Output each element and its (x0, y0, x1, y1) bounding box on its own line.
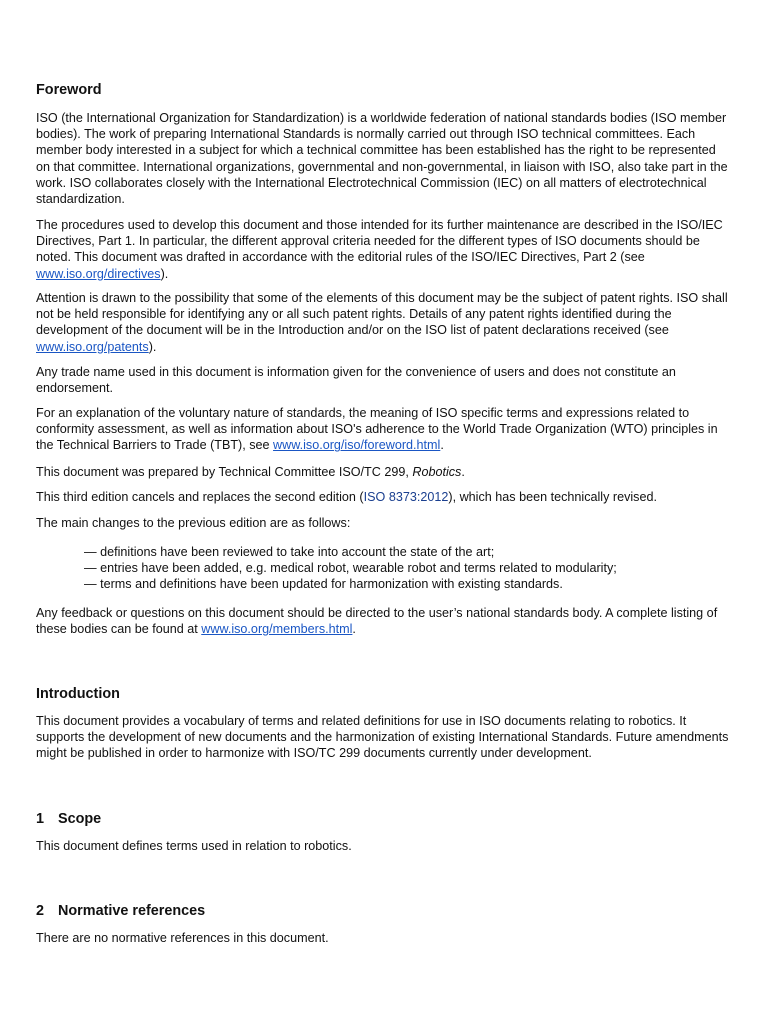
previous-edition-reference[interactable]: ISO 8373:2012 (363, 490, 449, 504)
committee-title: Robotics (412, 465, 462, 479)
scope-paragraph: This document defines terms used in relation to robotics. (36, 839, 352, 853)
introduction-heading: Introduction (36, 686, 120, 702)
foreword-paragraph-8: The main changes to the previous edition are as follows: (36, 516, 351, 530)
foreword-paragraph-9-end: . (352, 622, 356, 637)
foreword-paragraph-5-text: For an explanation of the voluntary nature of standards, the meaning of ISO specific terms and expressions related to conformity assessment, as well as information about ISO's adherence to the World Trade Organization (WTO) principles in the Technical Barriers to Trade (TBT), see (36, 406, 718, 453)
foreword-paragraph-6-end: . (461, 465, 465, 479)
scope-number: 1 (36, 811, 45, 827)
foreword-paragraph-7 (36, 489, 732, 505)
list-item: — definitions have been reviewed to take into account the state of the art; (84, 544, 732, 560)
foreword-paragraph-2-end: ). (160, 266, 169, 281)
foreword-paragraph-5-end: . (440, 438, 444, 453)
changes-list (84, 544, 732, 593)
foreword-paragraph-5 (36, 405, 732, 454)
directives-link[interactable]: www.iso.org/directives (36, 266, 161, 281)
foreword-paragraph-1: ISO (the International Organization for Standardization) is a worldwide federation of national standards bodies (ISO member bodies). The work of preparing International Standards is normally carried out through ISO technical committees. Each member body interested in a subject for which a technical committee has been established has the right to be represented on that committee. International organizations, governmental and non-governmental, in liaison with ISO, also take part in the work. ISO collaborates closely with the International Electrotechnical Commission (IEC) on all matters of electrotechnical standardization. (36, 111, 728, 207)
foreword-paragraph-9-text: Any feedback or questions on this document should be directed to the user’s national standards body. A complete listing of these bodies can be found at (36, 606, 718, 637)
foreword-paragraph-3-text: Attention is drawn to the possibility that some of the elements of this document may be the subject of patent rights. ISO shall not be held responsible for identifying any or all such patent rights. Details of any patent rights identified during the development of the document will be in the Introduction and/or on the ISO list of patent declarations received (see (36, 291, 728, 338)
scope-heading (36, 810, 101, 828)
foreword-info-link[interactable]: www.iso.org/iso/foreword.html (273, 438, 441, 453)
foreword-paragraph-3-end: ). (148, 339, 157, 354)
normative-references-heading (36, 902, 205, 920)
foreword-paragraph-6-text: This document was prepared by Technical Committee ISO/TC 299, (36, 465, 413, 479)
introduction-paragraph: This document provides a vocabulary of terms and related definitions for use in ISO documents relating to robotics. It supports the development of new documents and the harmonization of existing International Standards. Future amendments might be published in order to harmonize with ISO/TC 299 documents currently under development. (36, 714, 729, 761)
foreword-paragraph-2-text: The procedures used to develop this document and those intended for its further maintenance are described in the ISO/IEC Directives, Part 1. In particular, the different approval criteria needed for the different types of ISO documents should be noted. This document was drafted in accordance with the editorial rules of the ISO/IEC Directives, Part 2 (see (36, 218, 723, 265)
foreword-paragraph-7-text: This third edition cancels and replaces the second edition ( (36, 490, 364, 504)
foreword-paragraph-4: Any trade name used in this document is information given for the convenience of users and does not constitute an endorsement. (36, 365, 676, 396)
foreword-paragraph-6 (36, 464, 732, 480)
members-link[interactable]: www.iso.org/members.html (201, 622, 353, 637)
normative-number: 2 (36, 903, 45, 919)
foreword-paragraph-7-end: ), which has been technically revised. (448, 490, 657, 504)
list-item: — entries have been added, e.g. medical robot, wearable robot and terms related to modularity; (84, 560, 732, 576)
normative-references-paragraph: There are no normative references in this document. (36, 931, 329, 945)
patents-link[interactable]: www.iso.org/patents (36, 339, 149, 354)
foreword-paragraph-3 (36, 290, 732, 355)
list-item: — terms and definitions have been updated for harmonization with existing standards. (84, 576, 732, 592)
scope-title: Scope (58, 811, 102, 827)
foreword-heading: Foreword (36, 82, 102, 98)
foreword-paragraph-9 (36, 605, 732, 637)
normative-title: Normative references (58, 903, 206, 919)
foreword-paragraph-2 (36, 217, 732, 282)
